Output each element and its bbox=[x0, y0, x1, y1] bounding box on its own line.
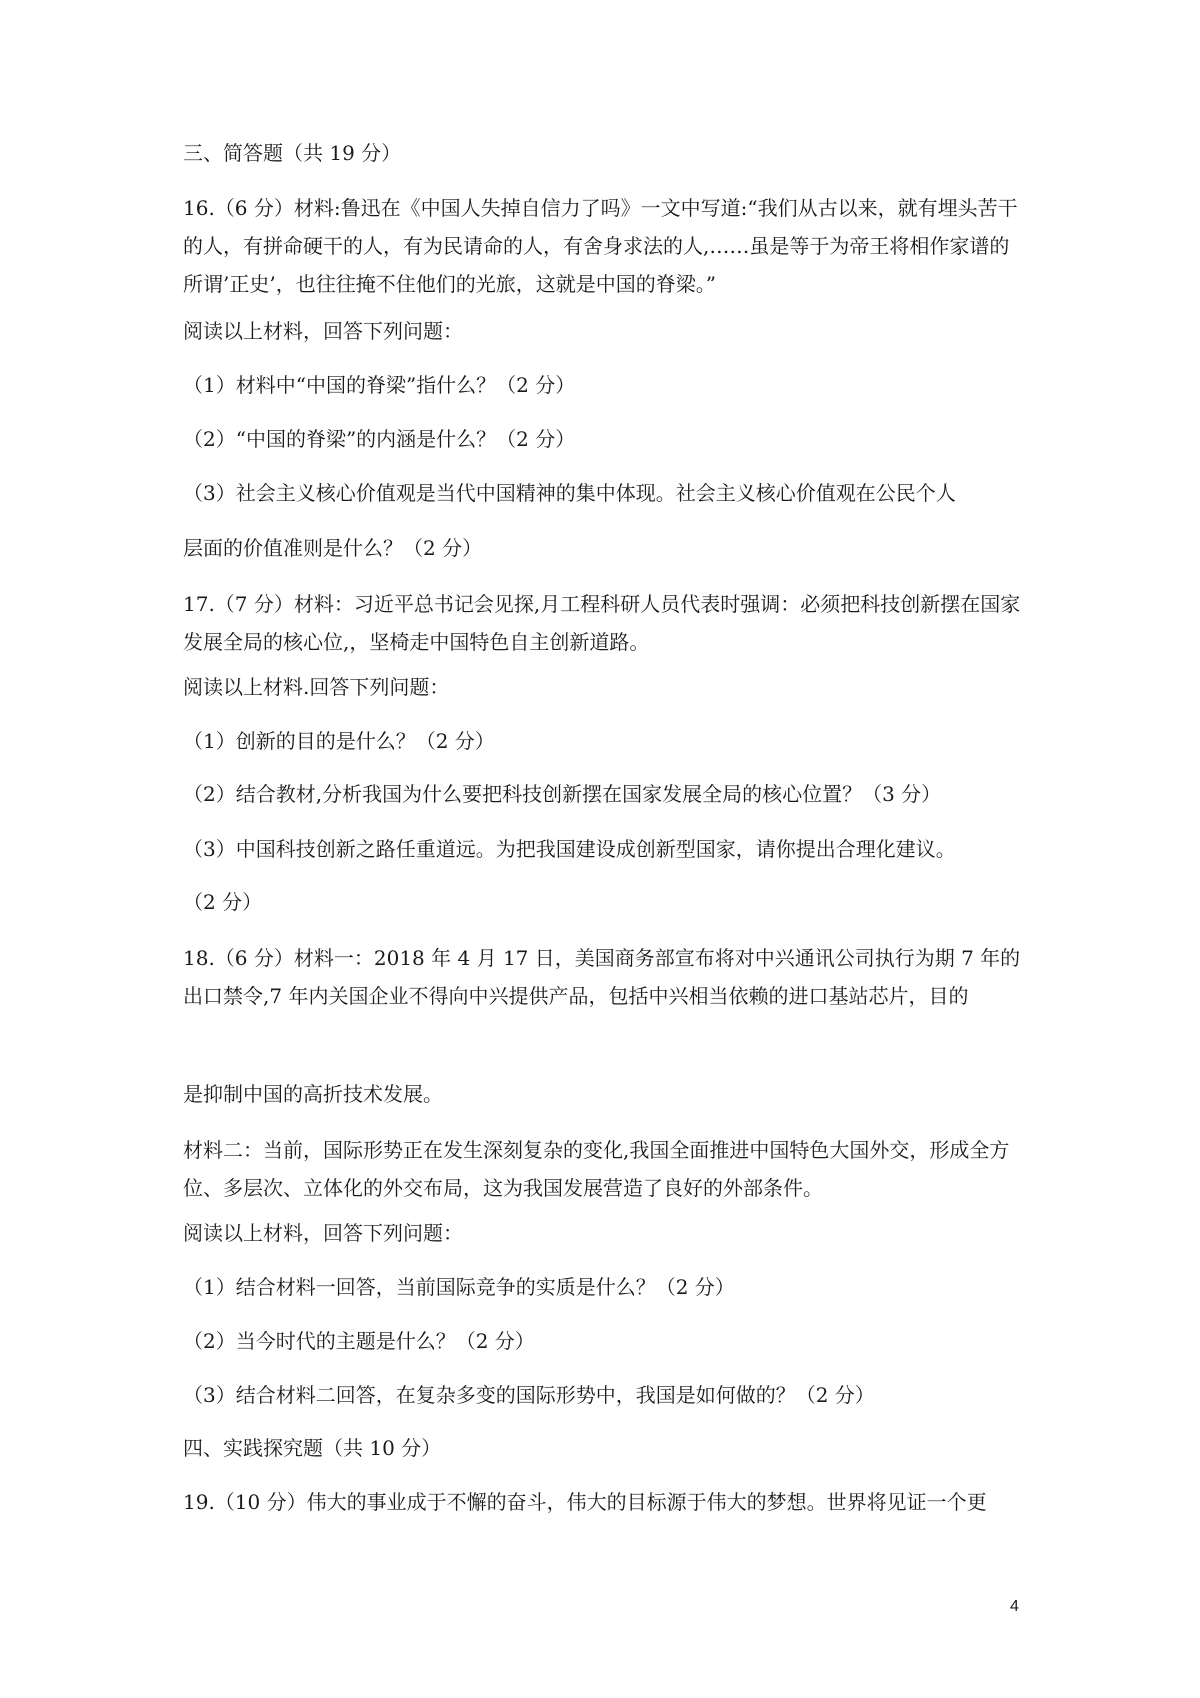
q18-sub3: （3）结合材料二回答，在复杂多变的国际形势中，我国是如何做的？（2 分） bbox=[183, 1383, 875, 1407]
q16-sub2: （2）“中国的脊梁”的内涵是什么？（2 分） bbox=[183, 427, 576, 451]
q16-sub3-line2: 层面的价值准则是什么？（2 分） bbox=[183, 536, 483, 560]
q16-sub1: （1）材料中“中国的脊梁”指什么？（2 分） bbox=[183, 373, 576, 397]
q17-sub1: （1）创新的目的是什么？（2 分） bbox=[183, 729, 495, 753]
q17-sub3-line1: （3）中国科技创新之路任重道远。为把我国建设成创新型国家，请你提出合理化建议。 bbox=[183, 837, 956, 861]
q17-sub2: （2）结合教材,分析我国为什么要把科技创新摆在国家发展全局的核心位置？（3 分） bbox=[183, 782, 942, 806]
q19-start: 19.（10 分）伟大的事业成于不懈的奋斗，伟大的目标源于伟大的梦想。世界将见证一个更 bbox=[183, 1490, 987, 1514]
q18-material1-end: 是抑制中国的高折技术发展。 bbox=[183, 1082, 443, 1106]
q18-sub2: （2）当今时代的主题是什么？（2 分） bbox=[183, 1329, 535, 1353]
q17-material: 17.（7 分）材料：习近平总书记会见探,月工程科研人员代表时强调：必须把科技创新摆在国家发展全局的核心位,，坚椅走中国特色自主创新道路。 bbox=[183, 592, 1021, 654]
q18-prompt: 阅读以上材料，回答下列问题： bbox=[183, 1221, 463, 1245]
q16-sub3-line1: （3）社会主义核心价值观是当代中国精神的集中体现。社会主义核心价值观在公民个人 bbox=[183, 481, 956, 505]
q16-prompt: 阅读以上材料，回答下列问题： bbox=[183, 319, 463, 343]
section3-heading: 三、简答题（共 19 分） bbox=[183, 141, 402, 165]
q18-sub1: （1）结合材料一回答，当前国际竞争的实质是什么？（2 分） bbox=[183, 1275, 735, 1299]
page-number: 4 bbox=[1010, 1598, 1019, 1615]
q17-prompt: 阅读以上材料.回答下列问题： bbox=[183, 675, 450, 699]
q16-material: 16.（6 分）材料:鲁迅在《中国人失掉自信力了吗》一文中写道:“我们从古以来，就有埋头苦干的人，有拼命硬干的人，有为民请命的人，有舍身求法的人,……虽是等于为帝王将相作家谱的所谓’正史’，也往往掩不住他们的光旅，这就是中国的脊梁。” bbox=[183, 196, 1018, 296]
q18-material2: 材料二：当前，国际形势正在发生深刻复杂的变化,我国全面推进中国特色大国外交，形成全方位、多层次、立体化的外交布局，这为我国发展营造了良好的外部条件。 bbox=[183, 1138, 1010, 1200]
section4-heading: 四、实践探究题（共 10 分） bbox=[183, 1436, 442, 1460]
q17-sub3-line2: （2 分） bbox=[183, 890, 263, 914]
q18-material1: 18.（6 分）材料一：2018 年 4 月 17 日，美国商务部宣布将对中兴通讯公司执行为期 7 年的出口禁令,7 年内关国企业不得向中兴提供产品，包括中兴相当依赖的进口基站芯片，目的 bbox=[183, 946, 1021, 1008]
